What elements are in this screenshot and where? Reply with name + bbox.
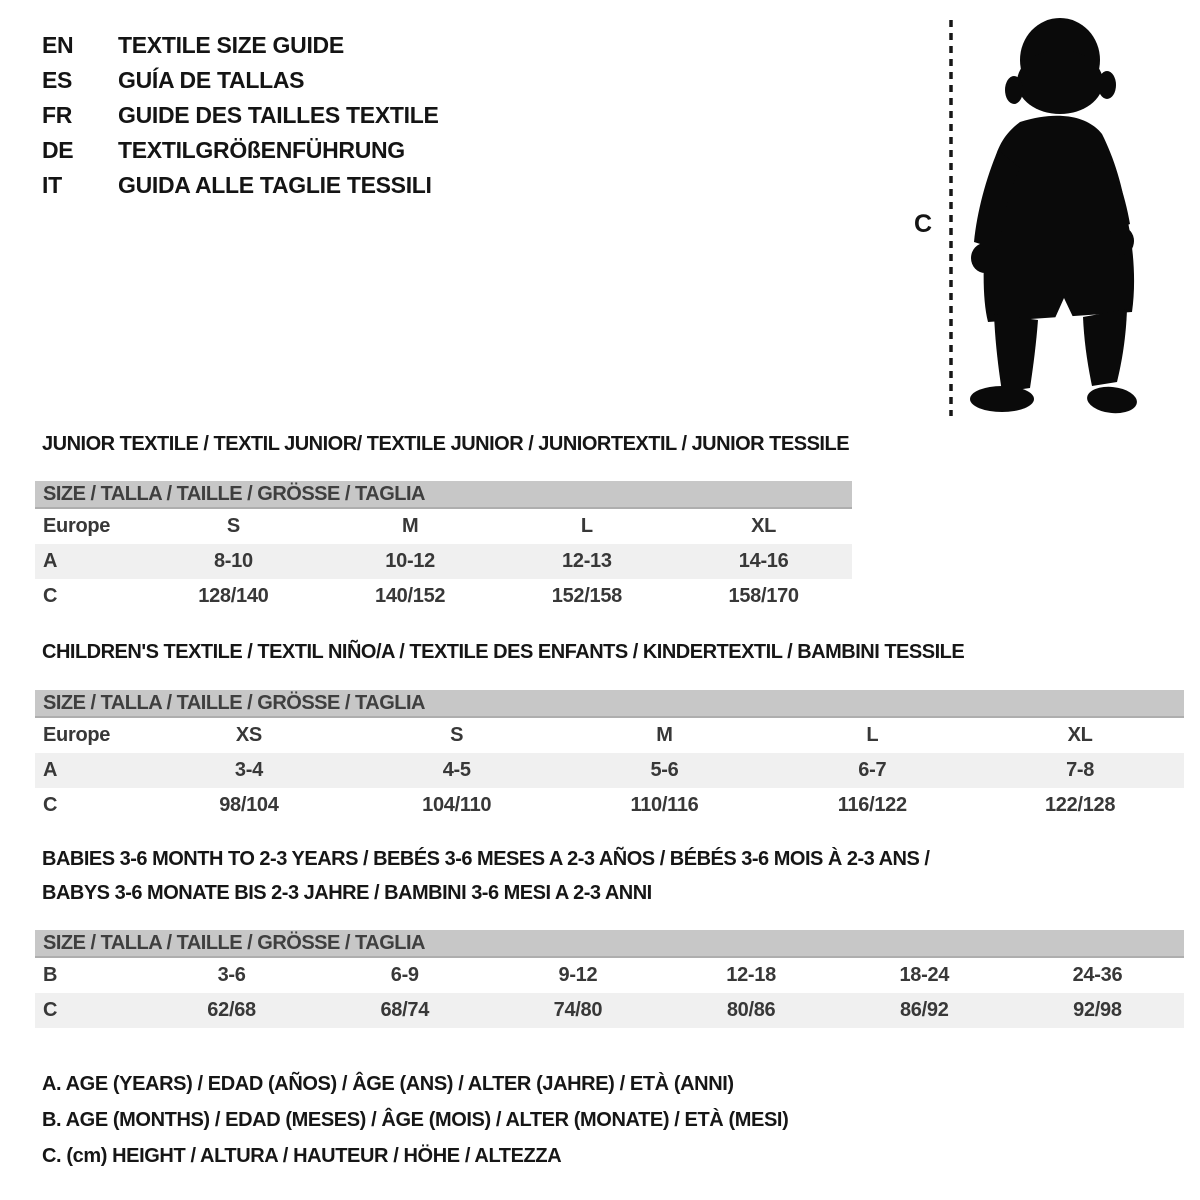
height-value: 92/98 bbox=[1073, 999, 1122, 1021]
height-value: 62/68 bbox=[207, 999, 256, 1021]
note-age-years: A. AGE (YEARS) / EDAD (AÑOS) / ÂGE (ANS) / ALTER (JAHRE) / ETÀ (ANNI) bbox=[42, 1073, 734, 1095]
junior-height-row bbox=[35, 579, 852, 614]
junior-header-row bbox=[35, 509, 852, 544]
height-value: 128/140 bbox=[198, 585, 269, 607]
age-value: 7-8 bbox=[1066, 759, 1095, 781]
language-code: ES bbox=[42, 67, 73, 93]
language-code: FR bbox=[42, 102, 73, 128]
age-value: 10-12 bbox=[385, 550, 435, 572]
language-row-en bbox=[42, 28, 439, 63]
age-value: 6-7 bbox=[858, 759, 887, 781]
region-label: Europe bbox=[43, 515, 111, 537]
size-col-header: L bbox=[866, 724, 879, 746]
language-title: GUIDA ALLE TAGLIE TESSILI bbox=[118, 172, 432, 198]
babies-section-title-line2: BABYS 3-6 MONATE BIS 2-3 JAHRE / BAMBINI 3-6 MESI A 2-3 ANNI bbox=[42, 882, 652, 904]
region-label: Europe bbox=[43, 724, 111, 746]
months-value: 18-24 bbox=[899, 964, 950, 986]
language-row-fr bbox=[42, 98, 439, 133]
age-value: 4-5 bbox=[442, 759, 471, 781]
size-col-header: M bbox=[401, 515, 419, 537]
age-value: 12-13 bbox=[562, 550, 612, 572]
children-height-row bbox=[35, 788, 1184, 823]
row-label: C bbox=[43, 999, 58, 1021]
legend-notes bbox=[42, 1066, 788, 1174]
height-measure-label: C bbox=[914, 210, 933, 238]
language-title: TEXTILGRÖßENFÜHRUNG bbox=[118, 137, 405, 163]
months-value: 6-9 bbox=[390, 964, 419, 986]
children-header-row bbox=[35, 718, 1184, 753]
junior-size-table bbox=[35, 481, 852, 614]
language-title: TEXTILE SIZE GUIDE bbox=[118, 32, 344, 58]
height-value: 86/92 bbox=[899, 999, 949, 1021]
language-code: IT bbox=[42, 172, 62, 198]
toddler-silhouette-figure bbox=[946, 14, 1146, 424]
babies-size-header-bar: SIZE / TALLA / TAILLE / GRÖSSE / TAGLIA bbox=[35, 930, 1184, 958]
height-value: 104/110 bbox=[422, 794, 492, 816]
row-label: A bbox=[43, 759, 58, 781]
months-value: 12-18 bbox=[726, 964, 776, 986]
babies-months-row bbox=[35, 958, 1184, 993]
height-value: 116/122 bbox=[837, 794, 907, 816]
babies-height-row bbox=[35, 993, 1184, 1028]
junior-age-row bbox=[35, 544, 852, 579]
height-value: 74/80 bbox=[553, 999, 603, 1021]
language-row-it bbox=[42, 168, 439, 203]
note-height-cm: C. (cm) HEIGHT / ALTURA / HAUTEUR / HÖHE / ALTEZZA bbox=[42, 1145, 562, 1167]
height-value: 122/128 bbox=[1044, 794, 1116, 816]
age-value: 5-6 bbox=[650, 759, 679, 781]
height-value: 98/104 bbox=[219, 794, 279, 816]
months-value: 24-36 bbox=[1072, 964, 1123, 986]
row-label: A bbox=[43, 550, 58, 572]
children-age-row bbox=[35, 753, 1184, 788]
toddler-silhouette bbox=[970, 18, 1138, 416]
language-title-list bbox=[42, 28, 439, 203]
size-col-header: L bbox=[580, 515, 593, 537]
junior-size-header-bar: SIZE / TALLA / TAILLE / GRÖSSE / TAGLIA bbox=[35, 481, 852, 509]
height-value: 152/158 bbox=[551, 585, 622, 607]
size-col-header: S bbox=[226, 515, 240, 537]
children-size-header-bar: SIZE / TALLA / TAILLE / GRÖSSE / TAGLIA bbox=[35, 690, 1184, 718]
language-code: EN bbox=[42, 32, 74, 58]
age-value: 8-10 bbox=[213, 550, 253, 572]
age-value: 14-16 bbox=[738, 550, 789, 572]
size-col-header: S bbox=[450, 724, 464, 746]
height-value: 140/152 bbox=[375, 585, 446, 607]
babies-section-title-line1: BABIES 3-6 MONTH TO 2-3 YEARS / BEBÉS 3-6 MESES A 2-3 AÑOS / BÉBÉS 3-6 MOIS À 2-3 ANS / bbox=[42, 848, 930, 870]
children-section-title: CHILDREN'S TEXTILE / TEXTIL NIÑO/A / TEXTILE DES ENFANTS / KINDERTEXTIL / BAMBINI TESSILE bbox=[42, 641, 965, 663]
language-row-de bbox=[42, 133, 439, 168]
months-value: 3-6 bbox=[217, 964, 246, 986]
size-col-header: XS bbox=[235, 724, 262, 746]
language-row-es bbox=[42, 63, 439, 98]
months-value: 9-12 bbox=[558, 964, 598, 986]
age-value: 3-4 bbox=[234, 759, 263, 781]
language-title: GUIDE DES TAILLES TEXTILE bbox=[118, 102, 439, 128]
size-col-header: M bbox=[656, 724, 673, 746]
junior-section-title: JUNIOR TEXTILE / TEXTIL JUNIOR/ TEXTILE JUNIOR / JUNIORTEXTIL / JUNIOR TESSILE bbox=[42, 433, 850, 455]
babies-size-table bbox=[35, 930, 1184, 1028]
height-value: 158/170 bbox=[728, 585, 799, 607]
height-value: 80/86 bbox=[726, 999, 776, 1021]
row-label: B bbox=[43, 964, 58, 986]
note-age-months: B. AGE (MONTHS) / EDAD (MESES) / ÂGE (MOIS) / ALTER (MONATE) / ETÀ (MESI) bbox=[42, 1109, 789, 1131]
row-label: C bbox=[43, 585, 58, 607]
height-value: 110/116 bbox=[630, 794, 699, 816]
children-size-table bbox=[35, 690, 1184, 823]
height-value: 68/74 bbox=[380, 999, 430, 1021]
row-label: C bbox=[43, 794, 58, 816]
size-col-header: XL bbox=[751, 515, 777, 537]
language-code: DE bbox=[42, 137, 74, 163]
language-title: GUÍA DE TALLAS bbox=[118, 67, 305, 93]
size-col-header: XL bbox=[1067, 724, 1093, 746]
